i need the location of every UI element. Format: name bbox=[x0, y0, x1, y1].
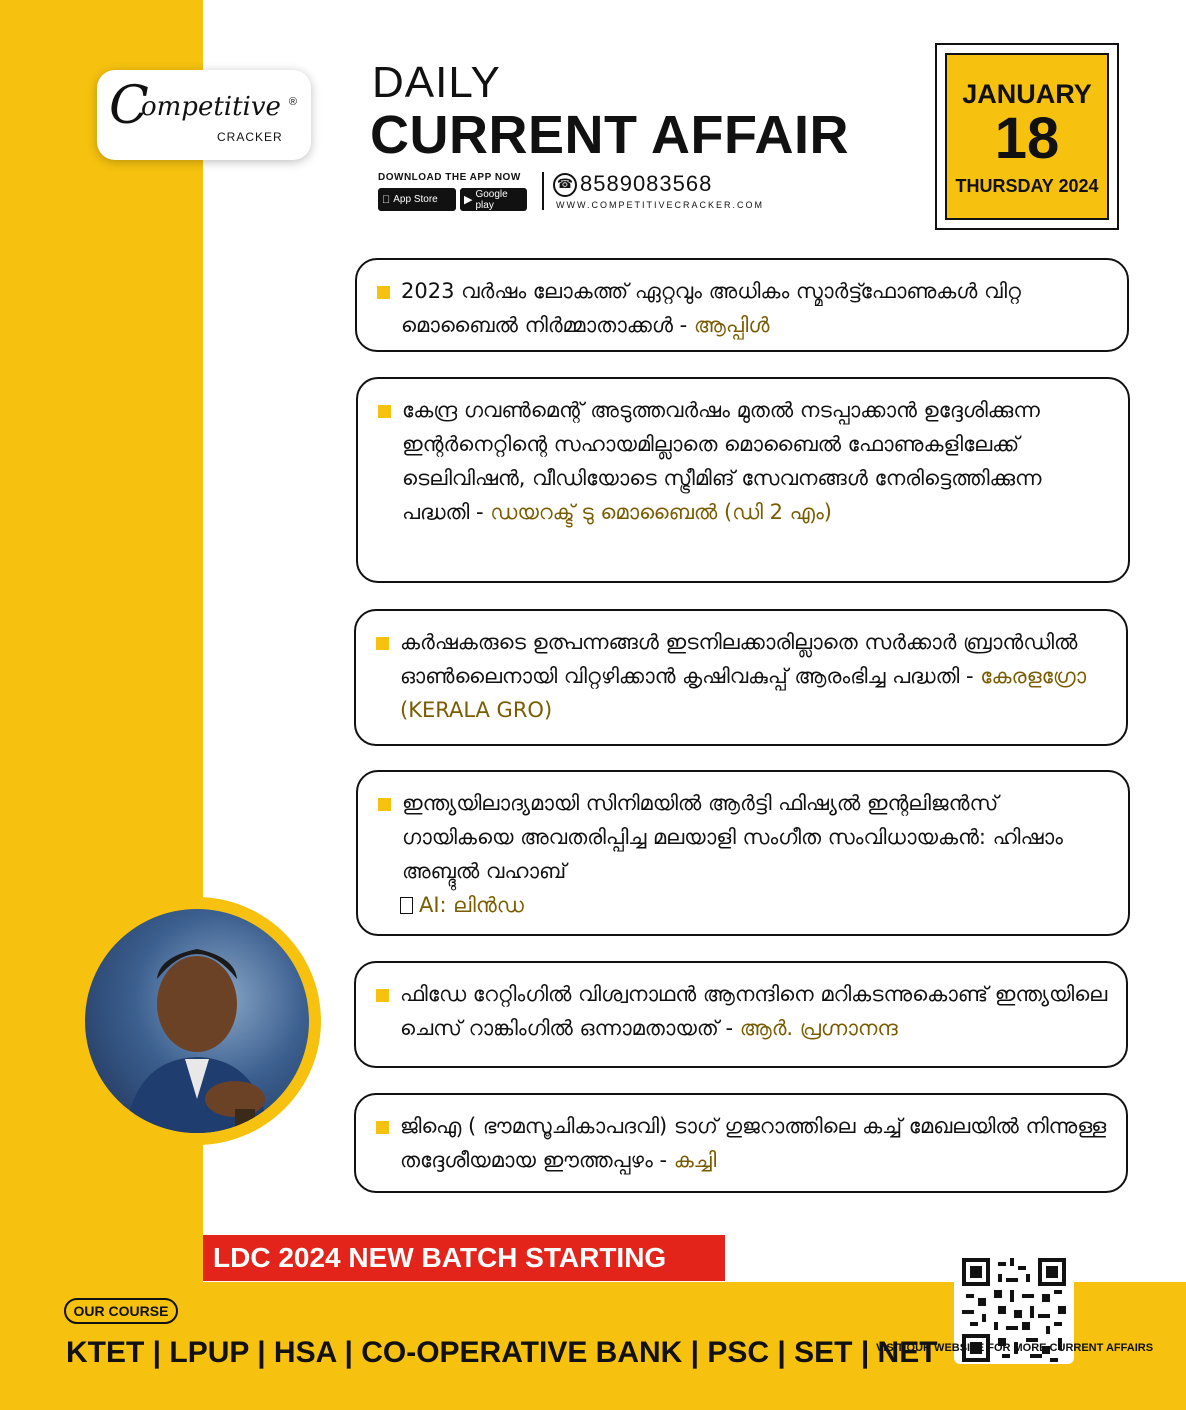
question: കർഷകരുടെ ഉത്പന്നങ്ങൾ ഇടനിലക്കാരില്ലാതെ സർക്കാർ ബ്രാൻഡിൽ ഓൺലൈനായി വിറ്റഴിക്കാൻ കൃഷിവകുപ്പ് ആരംഭിച്ച പദ്ധതി - bbox=[400, 630, 1078, 688]
title-current-affair: CURRENT AFFAIR bbox=[370, 105, 849, 165]
course-list: KTET | LPUP | HSA | CO-OPERATIVE BANK | PSC | SET | NET bbox=[66, 1336, 938, 1369]
answer: കച്ചി bbox=[673, 1148, 717, 1172]
website-url[interactable]: WWW.COMPETITIVECRACKER.COM bbox=[556, 200, 764, 210]
logo-mark: C bbox=[109, 76, 149, 136]
date-month: JANUARY bbox=[962, 79, 1092, 109]
card-text bbox=[378, 393, 1110, 529]
date-box bbox=[935, 43, 1119, 230]
bullet-square bbox=[377, 286, 390, 299]
news-card-3 bbox=[354, 609, 1128, 746]
apple-icon bbox=[382, 194, 390, 206]
logo-word: ompetitive bbox=[141, 92, 281, 122]
card-text bbox=[376, 625, 1108, 727]
answer-line bbox=[402, 888, 1110, 922]
question: ഇന്ത്യയിലാദ്യമായി സിനിമയിൽ ആർട്ടി ഫിഷ്യൽ ഇന്റലിജൻസ് ഗായികയെ അവതരിപ്പിച്ച മലയാളി സംഗീത സംവിധായകൻ: ഹിഷാം അബ്ദുൽ വഹാബ് bbox=[402, 791, 1063, 883]
news-card-2 bbox=[356, 377, 1130, 583]
new-batch-banner[interactable]: LDC 2024 NEW BATCH STARTING bbox=[203, 1235, 725, 1281]
card-text bbox=[376, 977, 1108, 1045]
play-icon: ▶ bbox=[464, 194, 473, 206]
our-course-tag: OUR COURSE bbox=[64, 1298, 178, 1324]
answer: ആപ്പിൾ bbox=[693, 313, 770, 337]
answer: ഡയറക്ട് ടു മൊബൈൽ (ഡി 2 എം) bbox=[490, 500, 832, 524]
phone-icon: ☎ bbox=[553, 173, 577, 197]
card-text bbox=[378, 786, 1110, 922]
card-text bbox=[377, 274, 1109, 342]
phone-number[interactable]: 8589083568 bbox=[580, 171, 713, 196]
title-daily: DAILY bbox=[372, 58, 501, 107]
question: കേന്ദ്ര ഗവൺമെന്റ് അടുത്തവർഷം മുതൽ നടപ്പാക്കാൻ ഉദ്ദേശിക്കുന്ന ഇന്റർനെറ്റിന്റെ സഹായമില്ലാതെ മൊബൈൽ ഫോണുകളിലേക്ക് ടെലിവിഷൻ, വീഡിയോടെ സ്ട്രീമിങ് സേവനങ്ങൾ നേരിട്ടെത്തിക്കുന്ന പദ്ധതി - bbox=[402, 398, 1042, 524]
news-card-1 bbox=[355, 258, 1129, 352]
person-illustration bbox=[85, 909, 309, 1133]
bullet-square bbox=[378, 798, 391, 811]
question: 2023 വർഷം ലോകത്ത് ഏറ്റവും അധികം സ്മാർട്ട്ഫോണുകൾ വിറ്റ മൊബൈൽ നിർമ്മാതാക്കൾ - bbox=[401, 279, 1022, 337]
question: ജിഐ ( ഭൗമസൂചികാപദവി) ടാഗ് ഗുജറാത്തിലെ കച്ച് മേഖലയിൽ നിന്നുള്ള തദ്ദേശീയമായ ഈത്തപ്പഴം - bbox=[400, 1114, 1107, 1172]
registered-mark: ® bbox=[288, 96, 297, 108]
header-divider bbox=[542, 172, 544, 210]
date-weekday-year: THURSDAY 2024 bbox=[955, 176, 1099, 196]
bullet-square bbox=[378, 405, 391, 418]
app-store-label: App Store bbox=[385, 194, 430, 205]
answer: കേരളഗ്രോ (KERALA GRO) bbox=[400, 664, 1087, 722]
card-text bbox=[376, 1109, 1108, 1177]
answer: ആർ. പ്രഗ്നാനന്ദ bbox=[739, 1016, 898, 1040]
news-card-4 bbox=[356, 770, 1130, 936]
visit-website-note: VISIT OUR WEBSITE FOR MORE CURRENT AFFAIRS bbox=[876, 1342, 1154, 1354]
box-icon bbox=[400, 897, 413, 914]
download-label: DOWNLOAD THE APP NOW bbox=[378, 172, 521, 183]
date-day: 18 bbox=[994, 106, 1060, 171]
brand-logo[interactable] bbox=[97, 70, 311, 160]
app-store-button[interactable] bbox=[378, 188, 456, 211]
bullet-square bbox=[376, 989, 389, 1002]
question: ഫിഡേ റേറ്റിംഗിൽ വിശ്വനാഥൻ ആനന്ദിനെ മറികടന്നുകൊണ്ട് ഇന്ത്യയിലെ ചെസ് റാങ്കിംഗിൽ ഒന്നാമതായത് - bbox=[400, 982, 1108, 1040]
portrait-photo-frame bbox=[73, 897, 321, 1145]
news-card-6 bbox=[354, 1093, 1128, 1193]
date-panel bbox=[945, 53, 1109, 220]
google-play-label: Google play bbox=[475, 188, 508, 211]
logo-subtitle: CRACKER bbox=[217, 130, 283, 144]
left-yellow-strip bbox=[0, 0, 203, 1410]
news-card-5 bbox=[354, 961, 1128, 1068]
portrait-photo bbox=[85, 909, 309, 1133]
bullet-square bbox=[376, 1121, 389, 1134]
google-play-button[interactable] bbox=[460, 188, 527, 211]
answer: AI: ലിൻഡ bbox=[419, 893, 524, 917]
bullet-square bbox=[376, 637, 389, 650]
